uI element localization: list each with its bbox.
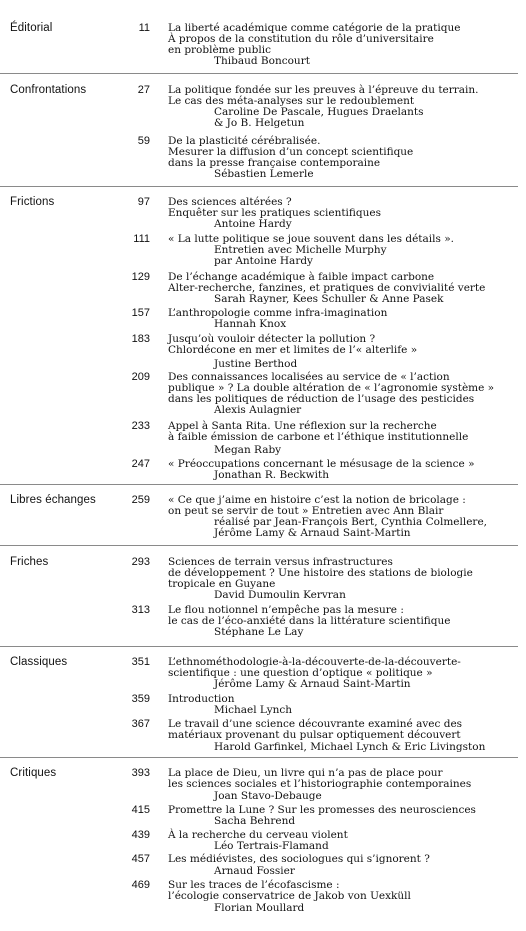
- page-number: 157: [131, 307, 150, 319]
- entry-title-line: De l’échange académique à faible impact carbone: [168, 271, 435, 283]
- entry-author: & Jo B. Helgetun: [214, 117, 305, 129]
- entry-title-line: De la plasticité cérébralisée.: [168, 135, 321, 147]
- page-number: 469: [131, 879, 150, 891]
- entry-title-line: dans la presse française contemporaine: [168, 157, 381, 169]
- entry-author: Jérôme Lamy & Arnaud Saint-Martin: [214, 678, 411, 690]
- page-number: 59: [137, 135, 150, 147]
- entry-author: Hannah Knox: [214, 318, 287, 330]
- entry-title-line: Enquêter sur les pratiques scientifiques: [168, 207, 381, 219]
- section-divider: [0, 646, 518, 647]
- entry-title-line: Mesurer la diffusion d’un concept scientifique: [168, 146, 414, 158]
- entry-title-line: scientifique : une question d’optique « politique »: [168, 667, 433, 679]
- entry-title-line: L’ethnométhodologie-à-la-découverte-de-la-découverte-: [168, 656, 461, 668]
- entry-author: Florian Moullard: [214, 902, 305, 914]
- entry-title-line: tropicale en Guyane: [168, 578, 276, 590]
- section-divider: [0, 186, 518, 187]
- page-number: 351: [131, 656, 150, 668]
- page-number: 457: [131, 853, 150, 865]
- entry-title-line: Les médiévistes, des sociologues qui s’ignorent ?: [168, 853, 430, 865]
- page-number: 183: [131, 333, 150, 345]
- entry-author: David Dumoulin Kervran: [214, 589, 346, 601]
- entry-title-line: « Préoccupations concernant le mésusage de la science »: [168, 458, 475, 470]
- entry-title-line: Sciences de terrain versus infrastructures: [168, 556, 393, 568]
- entry-author: réalisé par Jean-François Bert, Cynthia Colmellere,: [214, 516, 487, 528]
- section-title-critiques: Critiques: [10, 767, 57, 779]
- entry-title-line: Le flou notionnel n’empêche pas la mesure :: [168, 604, 404, 616]
- page-number: 259: [131, 494, 150, 506]
- section-divider: [0, 484, 518, 485]
- section-divider: [0, 757, 518, 758]
- entry-title-line: Alter-recherche, fanzines, et pratiques de convivialité verte: [168, 282, 486, 294]
- entry-author: Sarah Rayner, Kees Schuller & Anne Pasek: [214, 293, 444, 305]
- page-number: 97: [137, 196, 150, 208]
- entry-author: Megan Raby: [214, 444, 282, 456]
- entry-author: Harold Garfinkel, Michael Lynch & Eric Livingston: [214, 741, 486, 753]
- entry-title-line: à faible émission de carbone et l’éthique institutionnelle: [168, 431, 469, 443]
- entry-title-line: les sciences sociales et l’historiographie contemporaines: [168, 778, 472, 790]
- entry-title-line: La place de Dieu, un livre qui n’a pas de place pour: [168, 767, 443, 779]
- entry-title-line: Sur les traces de l’écofascisme :: [168, 879, 340, 891]
- page-number: 293: [131, 556, 150, 568]
- page-number: 393: [131, 767, 150, 779]
- entry-title-line: Appel à Santa Rita. Une réflexion sur la recherche: [168, 420, 437, 432]
- entry-title-line: « Ce que j’aime en histoire c’est la notion de bricolage :: [168, 494, 466, 506]
- entry-title-line: La politique fondée sur les preuves à l’épreuve du terrain.: [168, 84, 479, 96]
- entry-title-line: Le cas des méta-analyses sur le redoublement: [168, 95, 415, 107]
- entry-author: Sacha Behrend: [214, 815, 296, 827]
- entry-author: Antoine Hardy: [214, 218, 292, 230]
- entry-title-line: Des sciences altérées ?: [168, 196, 292, 208]
- page-number: 27: [137, 84, 150, 96]
- page-number: 233: [131, 420, 150, 432]
- entry-title-line: L’anthropologie comme infra-imagination: [168, 307, 388, 319]
- section-title-classiques: Classiques: [10, 656, 68, 668]
- section-divider: [0, 545, 518, 546]
- entry-title-line: on peut se servir de tout » Entretien avec Ann Blair: [168, 505, 444, 517]
- entry-author: Arnaud Fossier: [214, 865, 295, 877]
- entry-author: Sébastien Lemerle: [214, 168, 314, 180]
- entry-title-line: Chlordécone en mer et limites de l’« alterlife »: [168, 344, 418, 356]
- entry-title-line: Le travail d’une science découvrante examiné avec des: [168, 718, 463, 730]
- entry-author: Alexis Aulagnier: [214, 404, 302, 416]
- page-number: 129: [131, 271, 150, 283]
- entry-author: Joan Stavo-Debauge: [214, 790, 322, 802]
- entry-title-line: Jusqu’où vouloir détecter la pollution ?: [168, 333, 376, 345]
- entry-title-line: Introduction: [168, 693, 235, 705]
- page-number: 247: [131, 458, 150, 470]
- entry-author: Jonathan R. Beckwith: [214, 469, 329, 481]
- entry-title-line: « La lutte politique se joue souvent dans les détails ».: [168, 233, 454, 245]
- section-divider: [0, 73, 518, 74]
- entry-title-line: dans les politiques de réduction de l’usage des pesticides: [168, 393, 475, 405]
- page-number: 415: [131, 804, 150, 816]
- page-number: 11: [138, 22, 150, 34]
- entry-title-line: l’écologie conservatrice de Jakob von Uexküll: [168, 890, 411, 902]
- page-number: 359: [131, 693, 150, 705]
- entry-author: Caroline De Pascale, Hugues Draelants: [214, 106, 424, 118]
- page-number: 313: [131, 604, 150, 616]
- section-title-editorial: Éditorial: [10, 22, 53, 34]
- entry-title-line: À la recherche du cerveau violent: [168, 829, 348, 841]
- entry-author: Léo Tertrais-Flamand: [214, 840, 329, 852]
- entry-title-line: publique » ? La double altération de « l’agronomie système »: [168, 382, 495, 394]
- entry-title-line: Promettre la Lune ? Sur les promesses des neurosciences: [168, 804, 476, 816]
- entry-title-line: matériaux provenant du pulsar optiquement découvert: [168, 729, 461, 741]
- entry-author: Justine Berthod: [214, 358, 298, 370]
- entry-title-line: en problème public: [168, 44, 271, 56]
- page-number: 367: [131, 718, 150, 730]
- entry-author: Stéphane Le Lay: [214, 626, 304, 638]
- section-title-libres-echanges: Libres échanges: [10, 494, 96, 506]
- entry-author: par Antoine Hardy: [214, 255, 313, 267]
- page-number: 439: [131, 829, 150, 841]
- entry-title-line: le cas de l’éco-anxiété dans la littérature scientifique: [168, 615, 451, 627]
- entry-title-line: Des connaissances localisées au service de « l’action: [168, 371, 450, 383]
- section-title-friches: Friches: [10, 556, 49, 568]
- entry-title-line: À propos de la constitution du rôle d’universitaire: [168, 33, 434, 45]
- entry-author: Jérôme Lamy & Arnaud Saint-Martin: [214, 527, 411, 539]
- entry-title-line: de développement ? Une histoire des stations de biologie: [168, 567, 473, 579]
- page-number: 111: [133, 233, 150, 245]
- page-number: 209: [131, 371, 150, 383]
- section-title-frictions: Frictions: [10, 196, 55, 208]
- entry-author: Entretien avec Michelle Murphy: [214, 244, 387, 256]
- entry-title-line: La liberté académique comme catégorie de la pratique: [168, 22, 461, 34]
- entry-author: Thibaud Boncourt: [214, 55, 310, 67]
- section-title-confrontations: Confrontations: [10, 84, 87, 96]
- entry-author: Michael Lynch: [214, 704, 293, 716]
